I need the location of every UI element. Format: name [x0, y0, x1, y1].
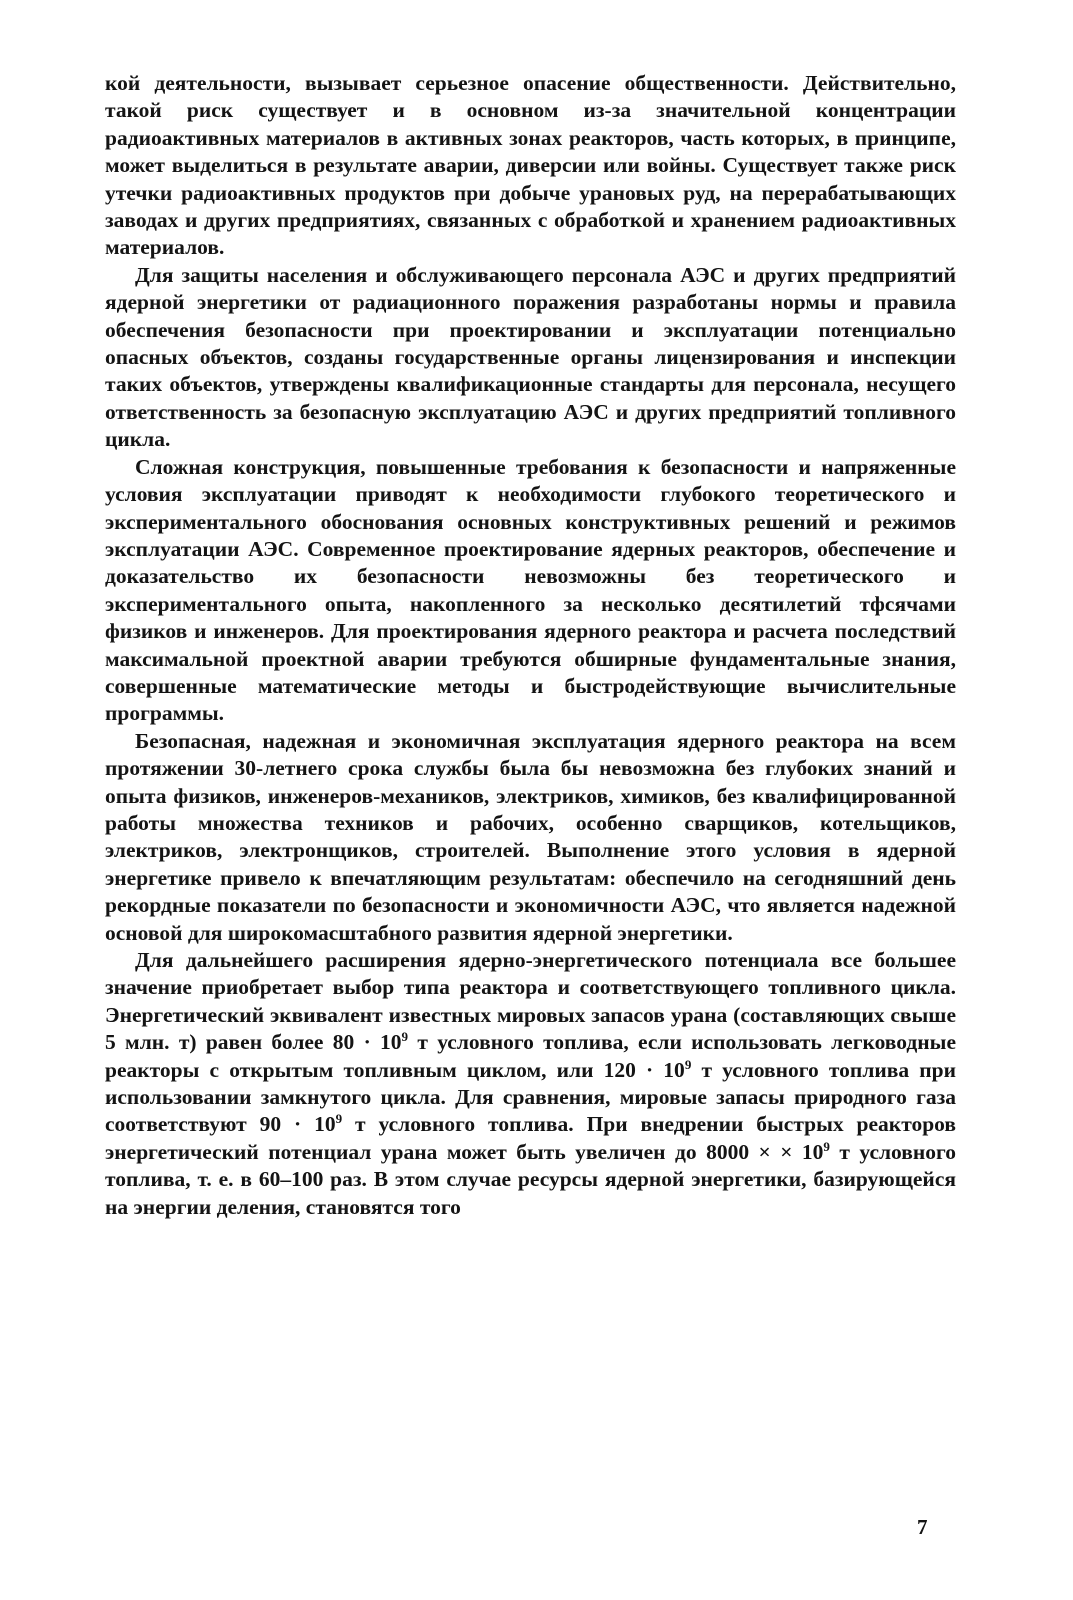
page-number: 7	[917, 1515, 928, 1539]
paragraph-5-text-2: т условного топлива, если использовать легководные реакторы с открытым топливным циклом, или 120 · 10	[105, 1030, 956, 1082]
exponent: 9	[401, 1029, 409, 1045]
paragraph-1: кой деятельности, вызывает серьезное опасение общественности. Действительно, такой риск существует и в основном из-за значительной концентрации радиоактивных материалов в активных зонах реакторов, часть которых, в принципе, может выделиться в результате аварии, диверсии или войны. Существует также риск утечки радиоактивных продуктов при добыче урановых руд, на перерабатывающих заводах и других предприятиях, связанных с обработкой и хранением радиоактивных материалов.	[105, 71, 956, 260]
paragraph-5-text-3: т условного топлива при использовании замкнутого цикла. Для сравнения, мировые запасы природного газа соответствуют 90 · 10	[105, 1057, 956, 1137]
exponent: 9	[684, 1056, 692, 1072]
paragraph-3: Сложная конструкция, повышенные требования к безопасности и напряженные условия эксплуатации приводят к необходимости глубокого теоретического и экспериментального обоснования основных конструктивных решений и режимов эксплуатации АЭС. Современное проектирование ядерных реакторов, обеспечение и доказательство их безопасности невозможны без теоретического и экспериментального опыта, накопленного за несколько десятилетий тфсячами физиков и инженеров. Для проектирования ядерного реактора и расчета последствий максимальной проектной аварии требуются обширные фундаментальные знания, совершенные математические методы и быстродействующие вычислительные программы.	[105, 454, 956, 726]
paragraph-5-text-4: т условного топлива. При внедрении быстрых реакторов энергетический потенциал урана может быть увеличен до 8000 × × 10	[105, 1112, 957, 1164]
exponent: 9	[823, 1138, 830, 1154]
page-body	[105, 70, 956, 1221]
paragraph-4: Безопасная, надежная и экономичная эксплуатация ядерного реактора на всем протяжении 30-летнего срока службы была бы невозможна без глубоких знаний и опыта физиков, инженеров-механиков, электриков, химиков, без квалифицированной работы множества техников и рабочих, особенно сварщиков, котельщиков, электриков, электронщиков, строителей. Выполнение этого условия в ядерной энергетике привело к впечатляющим результатам: обеспечило на сегодняшний день рекордные показатели по безопасности и экономичности АЭС, что является надежной основой для широкомасштабного развития ядерной энергетики.	[105, 728, 956, 945]
paragraph-2: Для защиты населения и обслуживающего персонала АЭС и других предприятий ядерной энергетики от радиационного поражения разработаны нормы и правила обеспечения безопасности при проектировании и эксплуатации потенциально опасных объектов, созданы государственные органы лицензирования и инспекции таких объектов, утверждены квалификационные стандарты для персонала, несущего ответственность за безопасную эксплуатацию АЭС и других предприятий топливного цикла.	[105, 262, 956, 452]
paragraph-5-text-5: т условного топлива, т. е. в 60–100 раз. В этом случае ресурсы ядерной энергетики, базирующейся на энергии деления, становятся того	[105, 1139, 957, 1219]
exponent: 9	[335, 1111, 343, 1127]
paragraph-5-text-1: Для дальнейшего расширения ядерно-энергетического потенциала все большее значение приобретает выбор типа реактора и соответствующего топливного цикла. Энергетический эквивалент известных мировых запасов урана (составляющих свыше 5 млн. т) равен более 80 · 10	[105, 948, 956, 1055]
paragraph-5	[105, 947, 956, 1221]
